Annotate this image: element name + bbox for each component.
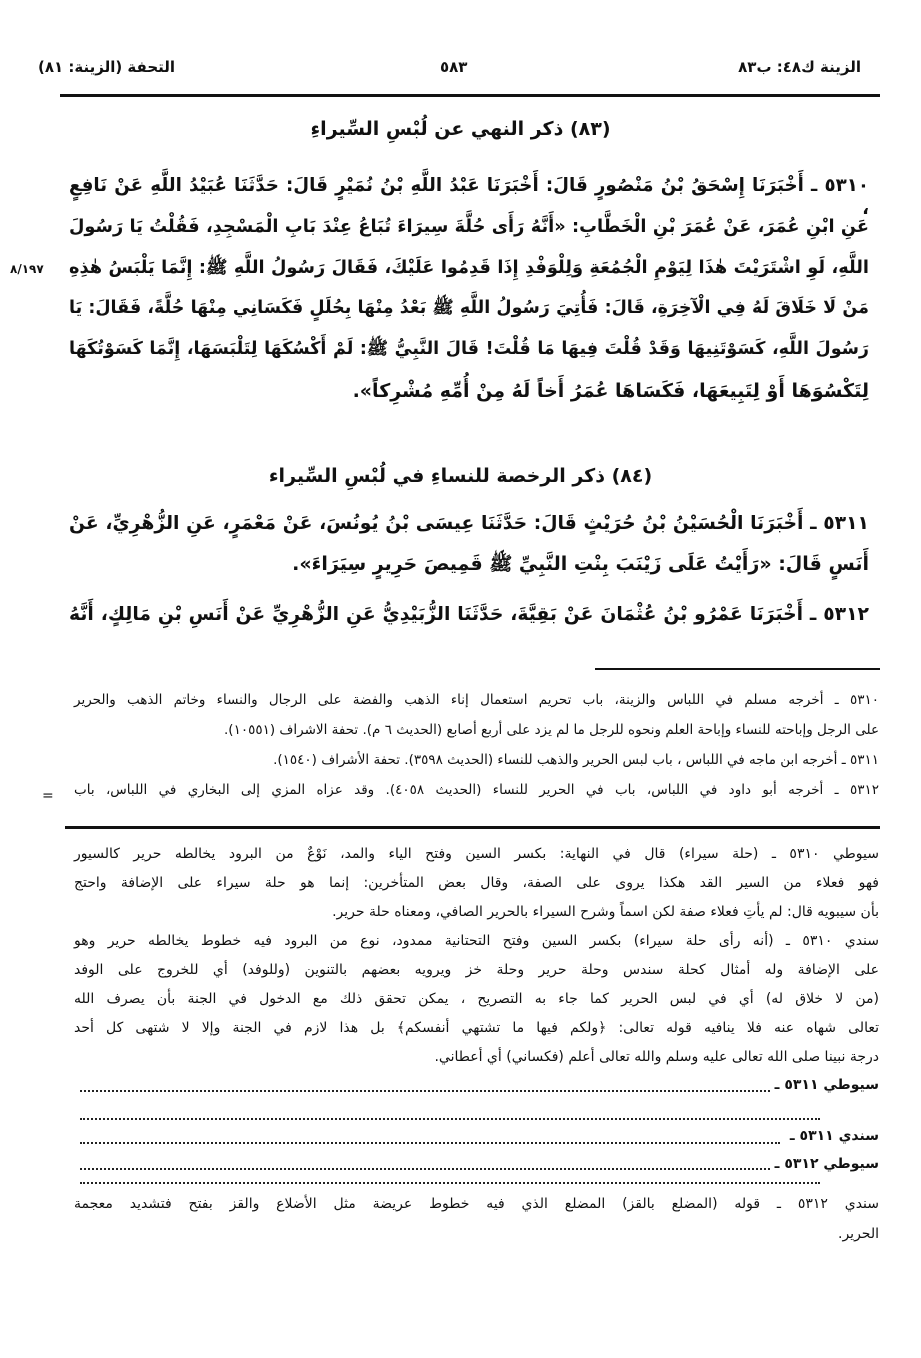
commentary-line: سندي ٥٣١٠ ـ (أنه رأى حلة سيراء) بكسر السين وفتح التحتانية ممدود، نوع من البرود فيه خطوط يخالطه حرير وهو bbox=[74, 933, 880, 949]
hadith-5312-line: ٥٣١٢ ـ أَخْبَرَنَا عَمْرُو بْنُ عُثْمَانَ عَنْ بَقِيَّةَ، حَدَّثَنَا الزُّبَيْدِيُّ عَنِ الزُّهْرِيِّ عَنْ أَنَسِ بْنِ مَالِكٍ، أَنَّهُ bbox=[69, 604, 869, 625]
section-title-83: (٨٣) ذكر النهي عن لُبْسِ السِّيراءِ bbox=[310, 118, 611, 140]
commentary-line: بأن سيبويه قال: لم يأتِ فعلاء صفة لكن اسماً وشرح السيراء بالحرير الصافي، ومعناه حلة حرير. bbox=[332, 904, 879, 920]
hadith-5311-line: أَنَسٍ قَالَ: «رَأَيْتُ عَلَى زَيْنَبَ بِنْتِ النَّبِيِّ ﷺ قَمِيصَ حَرِيرٍ سِيَرَاءَ». bbox=[292, 553, 869, 575]
dotted-placeholder bbox=[80, 1088, 770, 1092]
running-header-chapter: الزينة ك٤٨: ب٨٣ bbox=[738, 58, 861, 76]
commentary-empty-label: سيوطي ٥٣١٢ ـ bbox=[774, 1156, 879, 1172]
commentary-line: درجة نبينا صلى الله تعالى عليه وسلم والله تعالى أعلم (فكساني) أي أعطاني. bbox=[434, 1049, 879, 1065]
footnote-rule bbox=[595, 668, 880, 670]
dotted-placeholder bbox=[80, 1180, 820, 1184]
dotted-placeholder bbox=[80, 1116, 820, 1120]
section-title-84: (٨٤) ذكر الرخصة للنساءِ في لُبْسِ السِّيراء bbox=[268, 465, 653, 487]
footnote-line: ٥٣١٠ ـ أخرجه مسلم في اللباس والزينة، باب تحريم استعمال إناء الذهب والفضة على الرجال والنساء وخاتم الذهب والحرير bbox=[74, 692, 879, 708]
dotted-placeholder bbox=[80, 1166, 770, 1170]
footnote-line: على الرجل وإباحته للنساء وإباحة العلم ونحوه للرجل ما لم يزد على أربع أصابع (الحديث ٦ م). تحفة الاشراف (١٠٥٥١). bbox=[224, 722, 879, 738]
hadith-5310-line: لِتَكْسُوَهَا أَوْ لِتَبِيعَهَا، فَكَسَاهَا عُمَرُ أَخاً لَهُ مِنْ أُمِّهِ مُشْرِكاً». bbox=[352, 380, 869, 402]
hadith-5310-line: رَسُولَ اللَّهِ، كَسَوْتَنِيهَا وَقَدْ قُلْتَ فِيهَا مَا قُلْتَ! قَالَ النَّبِيُّ ﷺ: لَمْ أَكْسُكَهَا لِتَلْبَسَهَا، إِنَّمَا كَسَوْتُكَهَا bbox=[69, 339, 869, 359]
footnote-line: ٥٣١٢ ـ أخرجه أبو داود في اللباس، باب في الحرير للنساء (الحديث ٤٠٥٨). وقد عزاه المزي إلى البخاري في اللباس، باب bbox=[74, 782, 879, 798]
hadith-5310-line: ٥٣١٠ ـ أَخْبَرَنَا إِسْحَقُ بْنُ مَنْصُورٍ قَالَ: أَخْبَرَنَا عَبْدُ اللَّهِ بْنُ نُمَيْرٍ قَالَ: حَدَّثَنَا عُبَيْدُ اللَّهِ عَنْ نَافِعٍ ، bbox=[69, 175, 869, 219]
margin-note: ٨/١٩٧ bbox=[10, 262, 44, 276]
hadith-5310-line: اللَّهِ، لَوِ اشْتَرَيْتَ هٰذَا لِيَوْمِ الْجُمُعَةِ وَلِلْوَفْدِ إِذَا قَدِمُوا عَلَيْكَ، فَقَالَ رَسُولُ اللَّهِ ﷺ: إِنَّمَا يَلْبَسُ هٰذِهِ bbox=[69, 258, 869, 278]
dotted-placeholder bbox=[80, 1140, 780, 1144]
commentary-line: على الإضافة وله أمثال كحلة سندس وحلة حرير وحلة خز ويرويه بعضهم بالتنوين (وللوفد) أي للخروج على الوفد bbox=[74, 962, 879, 978]
commentary-rule bbox=[65, 826, 880, 829]
hadith-5311-line: ٥٣١١ ـ أَخْبَرَنَا الْحُسَيْنُ بْنُ حُرَيْثٍ قَالَ: حَدَّثَنَا عِيسَى بْنُ يُونُسَ، عَنْ مَعْمَرٍ، عَنِ الزُّهْرِيِّ، عَنْ bbox=[69, 513, 869, 534]
hadith-5310-line: مَنْ لَا خَلَاقَ لَهُ فِي الْآخِرَةِ، قَالَ: فَأُتِيَ رَسُولُ اللَّهِ ﷺ بَعْدُ مِنْهَا بِحُلَلٍ فَكَسَانِي مِنْهَا حُلَّةً، فَقَالَ: يَا bbox=[69, 298, 869, 318]
commentary-empty-label: سندي ٥٣١١ ـ bbox=[789, 1128, 879, 1144]
commentary-empty-label: سيوطي ٥٣١١ ـ bbox=[774, 1077, 879, 1093]
header-rule bbox=[60, 94, 880, 97]
commentary-line: سندي ٥٣١٢ ـ قوله (المضلع بالقز) المضلع الذي فيه خطوط عريضة مثل الأضلاع والقز بفتح فتشديد معجمة bbox=[74, 1196, 879, 1212]
running-header-tuhfa: التحفة (الزينة: ٨١) bbox=[38, 58, 176, 76]
footnote-line: ٥٣١١ ـ أخرجه ابن ماجه في اللباس ، باب لبس الحرير والذهب للنساء (الحديث ٣٥٩٨). تحفة الأشراف (١٥٤٠). bbox=[273, 752, 879, 768]
commentary-line: فهو فعلاء من السير القد هكذا يروى على الصفة، وقال بعض المتأخرين: إنما هو حلة سيراء على الإضافة واحتج bbox=[74, 875, 879, 891]
commentary-line: الحرير. bbox=[838, 1226, 879, 1242]
commentary-line: سيوطي ٥٣١٠ ـ (حلة سيراء) قال في النهاية: بكسر السين وفتح الياء والمد، نَوْعٌ من البرود يخالطه حرير كالسيور bbox=[74, 846, 879, 862]
continuation-mark: = bbox=[42, 788, 54, 804]
commentary-line: (من لا خلاق له) أي في لبس الحرير كما جاء به التصريح ، يمكن تحقق ذلك مع الدخول في الجنة بأن يصرف الله bbox=[74, 991, 879, 1007]
commentary-line: تعالى شهاه عنه فلا ينافيه قوله تعالى: ﴿ولكم فيها ما تشتهي أنفسكم﴾ بل هذا لازم في الجنة وإلا لا شتهى كل أحد bbox=[74, 1020, 879, 1036]
page-number: ٥٨٣ bbox=[440, 58, 468, 76]
hadith-5310-line: عَنِ ابْنِ عُمَرَ، عَنْ عُمَرَ بْنِ الْخَطَّابِ: «أَنَّهُ رَأَى حُلَّةَ سِيرَاءَ تُبَاعُ عِنْدَ بَابِ الْمَسْجِدِ، فَقُلْتُ يَا رَسُولَ bbox=[69, 217, 869, 237]
